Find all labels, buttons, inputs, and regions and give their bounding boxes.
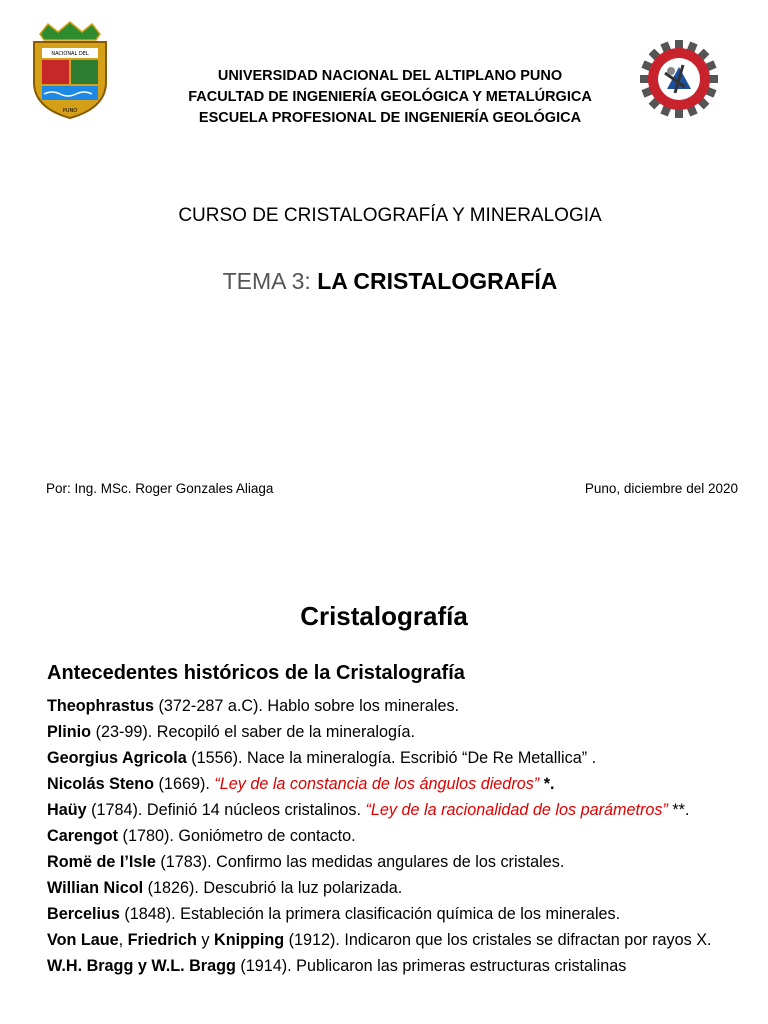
person-name: Nicolás Steno [47, 775, 155, 793]
person-name: Theophrastus [47, 697, 155, 715]
person-name: Georgius Agricola [47, 749, 187, 767]
list-item [47, 693, 734, 719]
content-slide [0, 581, 768, 1024]
faculty-name: FACULTAD DE INGENIERÍA GEOLÓGICA Y METALÚRGICA [188, 89, 592, 105]
list-item [47, 823, 734, 849]
item-text: (1669). [154, 775, 215, 793]
separator: , [118, 931, 128, 949]
item-text: (1556). Nace la mineralogía. Escribió “De Re Metallica” . [186, 749, 597, 767]
person-name: Willian Nicol [47, 879, 144, 897]
list-item [47, 849, 734, 875]
item-text: (1783). Confirmo las medidas angulares de los cristales. [155, 853, 565, 871]
place-date: Puno, diciembre del 2020 [584, 481, 738, 496]
item-text: (1912). Indicaron que los cristales se difractan por rayos X. [284, 931, 712, 949]
law-quote: “Ley de la constancia de los ángulos diedros” [214, 775, 540, 793]
person-name: Romë de I’Isle [47, 853, 156, 871]
footnote-mark: *. [539, 775, 555, 793]
list-item [47, 745, 734, 771]
person-name: Carengot [47, 827, 119, 845]
item-text: (372-287 a.C). Hablo sobre los minerales. [154, 697, 460, 715]
section-subtitle: Antecedentes históricos de la Cristalografía [47, 662, 465, 684]
author-line: Por: Ing. MSc. Roger Gonzales Aliaga [46, 481, 274, 496]
svg-text:NACIONAL DEL: NACIONAL DEL [51, 51, 89, 57]
course-name: CURSO DE CRISTALOGRAFÍA Y MINERALOGIA [178, 205, 602, 226]
list-item [47, 771, 734, 797]
item-text: (1826). Descubrió la luz polarizada. [143, 879, 403, 897]
list-item [47, 901, 734, 927]
person-name: Bercelius [47, 905, 120, 923]
university-crest-logo [28, 20, 112, 120]
topic-title: LA CRISTALOGRAFÍA [317, 268, 558, 294]
history-list [47, 693, 734, 979]
school-name: ESCUELA PROFESIONAL DE INGENIERÍA GEOLÓGICA [198, 110, 582, 126]
person-name: Haüy [47, 801, 87, 819]
person-name: Von Laue [47, 931, 119, 949]
school-emblem-logo [640, 40, 718, 118]
slide-title: Cristalografía [300, 601, 468, 631]
person-name: Knipping [214, 931, 285, 949]
list-item [47, 927, 734, 953]
person-name: Friedrich [127, 931, 197, 949]
law-quote: “Ley de la racionalidad de los parámetros” [365, 801, 668, 819]
item-text: (1914). Publicaron las primeras estructuras cristalinas [235, 957, 627, 975]
svg-text:PUNO: PUNO [62, 108, 78, 114]
institution-header [120, 66, 660, 129]
person-name: W.H. Bragg y W.L. Bragg [47, 957, 236, 975]
item-text: (1784). Definió 14 núcleos cristalinos. [86, 801, 366, 819]
list-item [47, 719, 734, 745]
item-text: (23-99). Recopiló el saber de la mineralogía. [91, 723, 416, 741]
topic-label: TEMA 3: [222, 268, 311, 294]
list-item [47, 875, 734, 901]
university-name: UNIVERSIDAD NACIONAL DEL ALTIPLANO PUNO [217, 68, 563, 84]
person-name: Plinio [47, 723, 92, 741]
slide-divider [0, 545, 768, 581]
item-text: (1780). Goniómetro de contacto. [118, 827, 356, 845]
footnote-mark: **. [667, 801, 690, 819]
item-text: (1848). Estableción la primera clasificación química de los minerales. [119, 905, 621, 923]
list-item [47, 797, 734, 823]
topic-heading [80, 268, 700, 295]
list-item [47, 953, 734, 979]
separator: y [196, 931, 215, 949]
